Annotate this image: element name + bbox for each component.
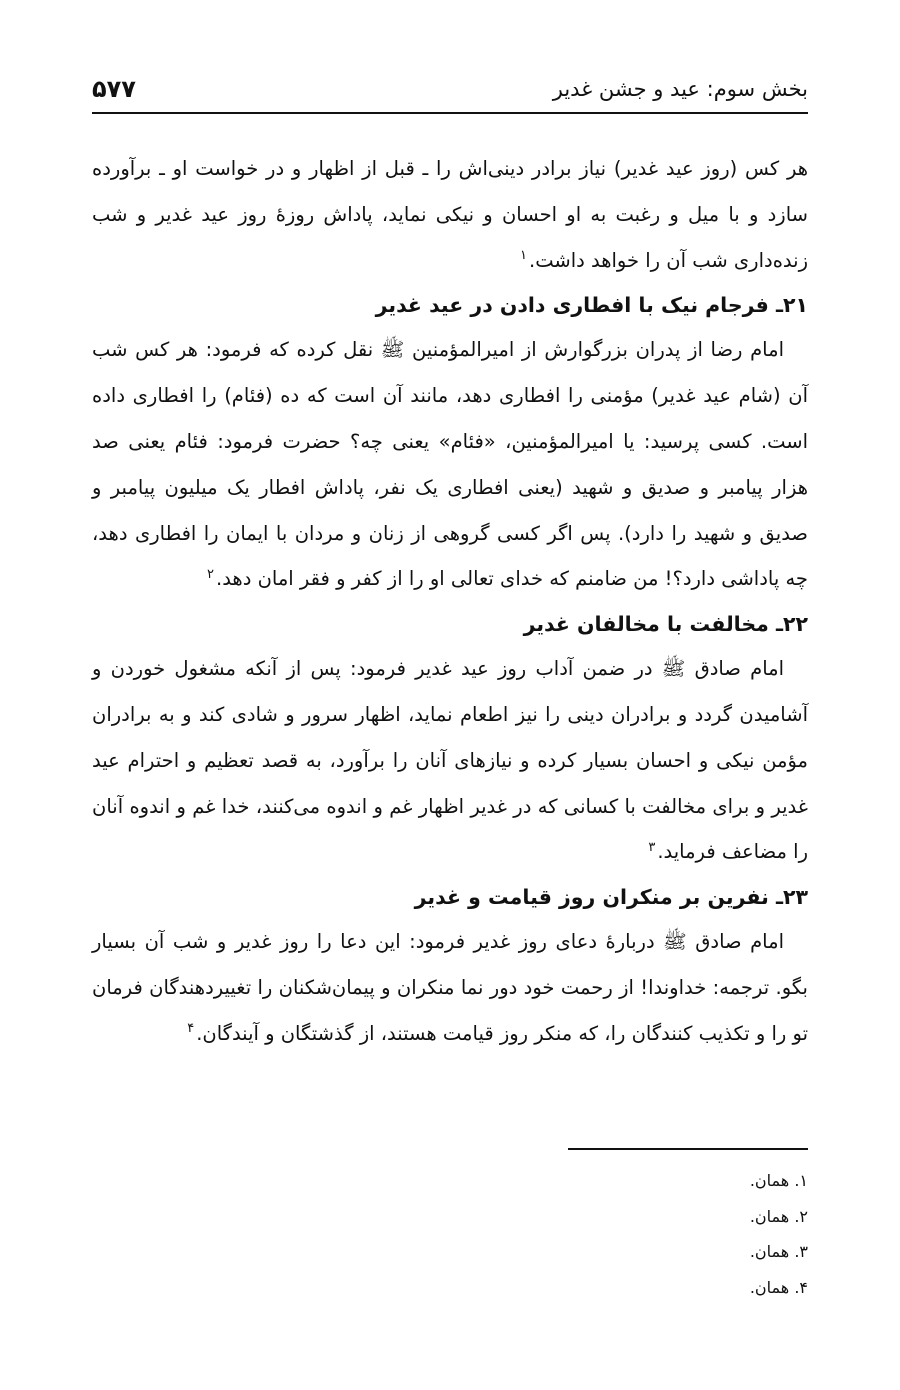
page-number: ۵۷۷ (92, 75, 136, 103)
footnote-item: ۲. همان. (749, 1206, 808, 1226)
book-page (92, 0, 808, 1390)
intro-paragraph (92, 146, 808, 283)
footnotes (92, 1163, 808, 1305)
footnote-item: ۳. همان. (749, 1242, 808, 1261)
section-paragraph (92, 327, 808, 602)
intro-text: هر کس (روز عید غدیر) نیاز برادر دینی‌اش را ـ قبل از اظهار و در خواست او ـ برآورده سازد و با میل و رغبت به او احسان و نیکی نماید، پاداش روزهٔ روز عید غدیر و شب زنده‌داری شب آن را خواهد داشت. (92, 157, 808, 272)
footnote-item: ۴. همان. (749, 1277, 808, 1297)
section-text: امام رضا از پدران بزرگوارش از امیرالمؤمنین ﷺ نقل کرده که فرمود: هر کس شب آن (شام عید غدیر) مؤمنی را افطاری دهد، مانند آن است که ده (فئام) را افطاری داده است. کسی پرسید: یا امیرالمؤمنین، «فئام» یعنی چه؟ حضرت فرمود: فئام یعنی صد هزار پیامبر و صدیق و شهید (یعنی افطاری یک نفر، پاداش افطار یک میلیون پیامبر و صدیق و شهید را دارد). پس اگر کسی گروهی از زنان و مردان با ایمان را افطاری دهد، چه پاداشی دارد؟! من ضامنم که خدای تعالی او را از کفر و فقر امان دهد. (92, 338, 808, 591)
section-paragraph (92, 646, 808, 875)
section-heading: ۲۱ـ فرجام نیک با افطاری دادن در عید غدیر (375, 293, 808, 318)
section-text: امام صادق ﷺ در ضمن آداب روز عید غدیر فرمود: پس از آنکه مشغول خوردن و آشامیدن گردد و برادران دینی را نیز اطعام نماید، اظهار سرور و شادی کند و به برادران مؤمن نیکی و احسان بسیار کرده و نیازهای آنان را برآورد، به قصد تعظیم و احترام عید غدیر و برای مخالفت با کسانی که در غدیر اظهار غم و اندوه می‌کنند، خدا غم و اندوه آنان را مضاعف فرماید. (92, 657, 808, 864)
footnote-item: ۱. همان. (749, 1171, 808, 1190)
footnote-divider (568, 1148, 808, 1150)
section-paragraph (92, 919, 808, 1056)
footnote-ref: ۴ (187, 1021, 195, 1037)
page-header (92, 66, 808, 114)
page-body (92, 146, 808, 1057)
footnote-ref: ۱ (520, 248, 528, 264)
footnote-ref: ۳ (648, 839, 656, 855)
footnote-ref: ۲ (207, 566, 214, 582)
section-heading: ۲۳ـ نفرین بر منکران روز قیامت و غدیر (414, 885, 808, 910)
section-heading: ۲۲ـ مخالفت با مخالفان غدیر (523, 612, 808, 637)
running-title: بخش سوم: عید و جشن غدیر (552, 77, 808, 101)
section-text: امام صادق ﷺ دربارهٔ دعای روز غدیر فرمود: این دعا را روز غدیر و شب آن بسیار بگو. ترجمه: خداوندا! از رحمت خود دور نما منکران و پیمان‌شکنان را تغییردهندگان فرمان تو را و تکذیب کنندگان را، که منکر روز قیامت هستند، از گذشتگان و آیندگان. (92, 930, 808, 1045)
